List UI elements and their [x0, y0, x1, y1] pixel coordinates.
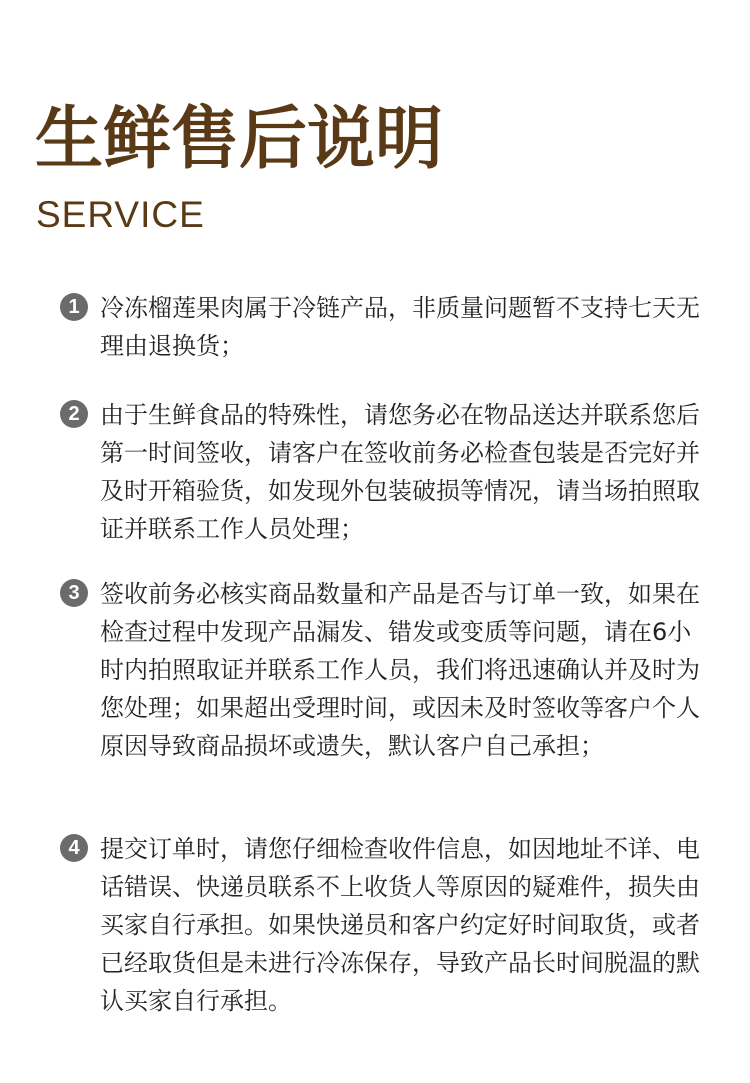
page-subtitle: SERVICE	[36, 194, 205, 235]
number-badge-icon: 2	[60, 400, 88, 428]
rule-item-2	[60, 396, 700, 548]
rule-text: 签收前务必核实商品数量和产品是否与订单一致，如果在检查过程中发现产品漏发、错发或变质等问题，请在6小时内拍照取证并联系工作人员，我们将迅速确认并及时为您处理；如果超出受理时间，或因未及时签收等客户个人原因导致商品损坏或遗失，默认客户自己承担；	[100, 580, 700, 760]
rule-item-4	[60, 830, 700, 1020]
number-badge-icon: 4	[60, 834, 88, 862]
page-title: 生鲜售后说明	[35, 100, 444, 179]
rule-item-3	[60, 575, 700, 765]
rule-text: 由于生鲜食品的特殊性，请您务必在物品送达并联系您后第一时间签收，请客户在签收前务必检查包装是否完好并及时开箱验货，如发现外包装破损等情况，请当场拍照取证并联系工作人员处理；	[100, 401, 700, 543]
number-badge-icon: 3	[60, 579, 88, 607]
rule-item-1	[60, 289, 700, 365]
number-badge-icon: 1	[60, 293, 88, 321]
rule-text: 冷冻榴莲果肉属于冷链产品，非质量问题暂不支持七天无理由退换货；	[100, 294, 700, 360]
rule-text: 提交订单时，请您仔细检查收件信息，如因地址不详、电话错误、快递员联系不上收货人等原因的疑难件，损失由买家自行承担。如果快递员和客户约定好时间取货，或者已经取货但是未进行冷冻保存，导致产品长时间脱温的默认买家自行承担。	[100, 835, 700, 1015]
